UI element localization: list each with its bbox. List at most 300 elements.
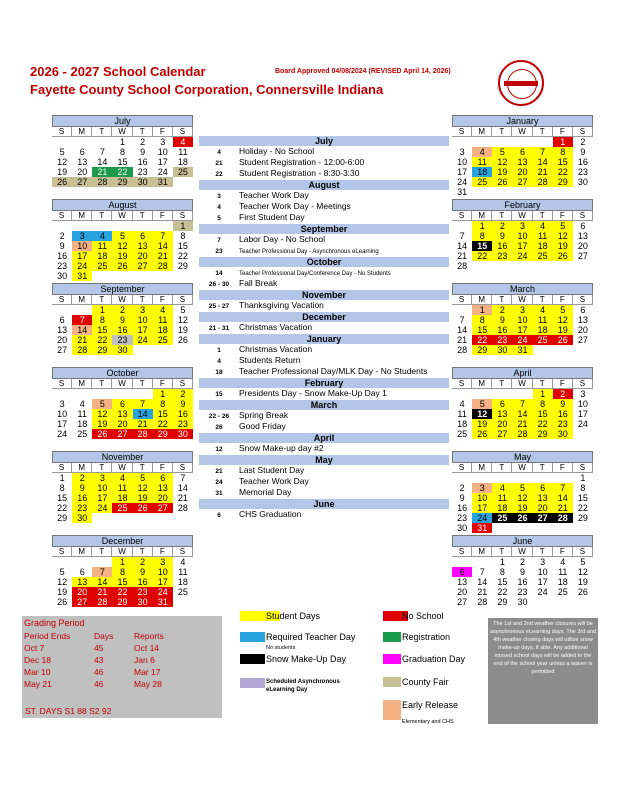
event-section-december: December [199, 312, 449, 322]
weekday-header: T [133, 295, 153, 305]
event-section-august: August [199, 180, 449, 190]
day-cell: 16 [57, 251, 68, 261]
day-cell: 13 [577, 315, 588, 325]
day-cell: 19 [553, 241, 573, 251]
event-item [199, 268, 449, 277]
weekday-header: W [512, 295, 532, 305]
day-cell: 10 [457, 157, 468, 167]
grading-row [24, 643, 220, 653]
day-cell: 3 [59, 399, 65, 409]
weekday-header: S [173, 463, 193, 473]
day-cell: 10 [57, 409, 68, 419]
month-august [52, 199, 193, 281]
day-cell: 22 [577, 503, 588, 513]
day-cell [553, 261, 573, 271]
day-cell: 11 [153, 315, 173, 325]
day-cell: 4 [492, 483, 512, 493]
month-june [452, 535, 593, 607]
day-cell: 14 [457, 325, 468, 335]
day-cell: 23 [112, 335, 132, 345]
day-cell: 12 [177, 315, 188, 325]
day-cell: 6 [112, 399, 132, 409]
day-cell: 21 [477, 587, 488, 597]
day-cell: 26 [112, 261, 132, 271]
day-cell: 11 [558, 567, 568, 577]
day-cell: 14 [92, 577, 112, 587]
week-row [52, 513, 193, 523]
day-cell: 5 [580, 557, 586, 567]
day-cell: 13 [512, 157, 532, 167]
day-cell [452, 557, 472, 567]
week-row [52, 177, 193, 187]
day-cell [492, 137, 512, 147]
student-days-total: ST. DAYS S1 88 S2 92 [22, 705, 222, 718]
day-cell: 7 [512, 399, 532, 409]
day-cell: 24 [133, 335, 153, 345]
day-cell: 14 [533, 157, 553, 167]
day-cell: 9 [459, 493, 465, 503]
day-cell: 3 [160, 137, 166, 147]
day-cell: 12 [553, 231, 573, 241]
day-cell: 2 [112, 305, 132, 315]
day-cell: 24 [537, 587, 548, 597]
day-cell [52, 557, 72, 567]
day-cell: 8 [112, 567, 132, 577]
weekday-header: F [153, 295, 173, 305]
day-cell: 13 [112, 409, 132, 419]
day-cell: 2 [492, 221, 512, 231]
day-cell: 27 [577, 251, 588, 261]
day-cell: 10 [537, 567, 548, 577]
day-cell: 24 [92, 503, 112, 513]
day-cell: 9 [133, 567, 153, 577]
month-may [452, 451, 593, 533]
day-cell: 27 [512, 177, 532, 187]
day-cell: 6 [580, 305, 586, 315]
day-cell: 1 [112, 557, 132, 567]
event-text: Students Return [239, 355, 301, 365]
day-cell: 2 [173, 389, 193, 399]
legend-swatch-registration [383, 632, 401, 642]
day-cell: 9 [59, 241, 65, 251]
event-item [199, 301, 449, 310]
week-row [52, 483, 193, 493]
weekday-header: T [133, 211, 153, 221]
weekday-header: S [52, 547, 72, 557]
day-cell: 21 [72, 335, 92, 345]
day-cell: 18 [457, 419, 468, 429]
day-cell: 18 [533, 241, 553, 251]
day-cell: 17 [153, 577, 173, 587]
week-row [452, 261, 593, 271]
month-title: April [452, 367, 593, 379]
day-cell: 19 [553, 325, 573, 335]
day-cell: 8 [119, 147, 125, 157]
day-cell: 31 [72, 271, 92, 281]
grading-days: 43 [94, 655, 104, 665]
day-cell [573, 261, 593, 271]
weekday-header: T [492, 127, 512, 137]
day-cell [553, 597, 573, 607]
month-title: February [452, 199, 593, 211]
grading-row [24, 655, 220, 665]
day-cell [533, 261, 553, 271]
day-cell: 9 [140, 147, 146, 157]
event-date: 25 - 27 [208, 303, 230, 310]
event-text: Christmas Vacation [239, 344, 313, 354]
day-cell: 21 [133, 419, 153, 429]
day-cell: 12 [577, 567, 588, 577]
weekday-header: S [52, 379, 72, 389]
weekday-header: T [92, 127, 112, 137]
day-cell [573, 597, 593, 607]
weekday-header: S [452, 295, 472, 305]
day-cell: 14 [477, 577, 488, 587]
day-cell: 31 [153, 177, 173, 187]
day-cell: 15 [117, 157, 128, 167]
legend-swatch-snow-makeup [240, 654, 265, 664]
day-cell [92, 221, 112, 231]
day-cell: 18 [472, 167, 492, 177]
weekday-header: S [573, 547, 593, 557]
day-cell: 23 [57, 261, 68, 271]
weekday-header: T [492, 295, 512, 305]
weekday-header: T [533, 379, 553, 389]
weekday-header: S [573, 127, 593, 137]
weekday-header: W [112, 463, 132, 473]
day-cell: 22 [92, 335, 112, 345]
day-cell [52, 137, 72, 147]
weekday-header: T [92, 295, 112, 305]
day-cell [472, 261, 492, 271]
calendar-title: 2026 - 2027 School Calendar [30, 64, 206, 79]
day-cell [553, 473, 573, 483]
legend-swatch-async [240, 678, 265, 688]
day-cell: 16 [517, 577, 528, 587]
day-cell: 27 [577, 335, 588, 345]
day-cell: 25 [173, 167, 193, 177]
day-cell: 26 [57, 597, 68, 607]
day-cell [492, 389, 512, 399]
week-row [452, 597, 593, 607]
day-cell: 18 [533, 325, 553, 335]
legend-county-fair: County Fair [402, 677, 449, 687]
day-cell: 13 [533, 493, 553, 503]
legend-graduation: Graduation Day [402, 654, 466, 664]
event-text: Teacher Work Day [239, 190, 309, 200]
week-row [452, 567, 593, 577]
week-row [452, 345, 593, 355]
day-cell [533, 187, 553, 197]
day-cell: 1 [553, 137, 573, 147]
day-cell: 8 [580, 483, 586, 493]
day-cell: 18 [492, 503, 512, 513]
weekday-header: S [173, 211, 193, 221]
week-row [452, 429, 593, 439]
day-cell: 14 [553, 493, 573, 503]
legend [240, 611, 470, 791]
event-date: 4 [217, 358, 221, 365]
weekday-header: M [72, 211, 92, 221]
month-february [452, 199, 593, 271]
day-cell: 18 [77, 419, 88, 429]
day-cell [512, 389, 532, 399]
day-cell: 24 [57, 429, 68, 439]
day-cell: 19 [512, 503, 532, 513]
day-cell: 19 [577, 577, 588, 587]
day-cell: 13 [492, 409, 512, 419]
day-cell: 21 [457, 335, 468, 345]
legend-student-days: Student Days [266, 611, 321, 621]
day-cell: 28 [477, 597, 488, 607]
day-cell [492, 523, 512, 533]
day-cell: 22 [112, 587, 132, 597]
day-cell: 8 [553, 147, 573, 157]
weekday-header: F [153, 463, 173, 473]
day-cell: 12 [512, 493, 532, 503]
day-cell: 2 [580, 137, 586, 147]
day-cell: 18 [92, 251, 112, 261]
day-cell: 21 [457, 251, 468, 261]
event-text: First Student Day [239, 212, 305, 222]
day-cell: 7 [72, 315, 92, 325]
event-date: 6 [217, 512, 221, 519]
weekday-header: S [52, 127, 72, 137]
day-cell [112, 271, 132, 281]
week-row [52, 597, 193, 607]
week-row [52, 305, 193, 315]
weekday-header: W [512, 547, 532, 557]
week-row [452, 513, 593, 523]
day-cell: 22 [553, 167, 573, 177]
week-row [452, 221, 593, 231]
day-cell: 5 [472, 399, 492, 409]
month-march [452, 283, 593, 355]
day-cell: 21 [153, 251, 173, 261]
day-cell [72, 557, 92, 567]
grading-period-end: Dec 18 [24, 655, 51, 665]
day-cell: 11 [472, 157, 492, 167]
week-row [52, 587, 193, 597]
day-cell: 16 [492, 241, 512, 251]
day-cell: 29 [553, 177, 573, 187]
day-cell [472, 187, 492, 197]
day-cell: 20 [72, 587, 92, 597]
week-row [452, 523, 593, 533]
day-cell [533, 345, 553, 355]
day-cell [452, 137, 472, 147]
legend-elem-chs: Elementary and CHS [402, 719, 454, 725]
day-cell: 2 [519, 557, 525, 567]
day-cell: 13 [57, 325, 68, 335]
day-cell: 3 [512, 221, 532, 231]
day-cell: 1 [59, 473, 65, 483]
week-row [52, 315, 193, 325]
day-cell [112, 389, 132, 399]
day-cell: 28 [133, 429, 153, 439]
day-cell: 28 [177, 503, 188, 513]
month-title: September [52, 283, 193, 295]
day-cell: 7 [459, 231, 465, 241]
weekday-header: M [472, 463, 492, 473]
day-cell: 10 [512, 231, 532, 241]
day-cell [72, 137, 92, 147]
day-cell [492, 261, 512, 271]
day-cell: 7 [459, 315, 465, 325]
day-cell: 14 [177, 483, 188, 493]
day-cell: 27 [492, 429, 512, 439]
day-cell [92, 557, 112, 567]
month-september [52, 283, 193, 355]
day-cell: 20 [457, 587, 468, 597]
day-cell: 14 [97, 157, 108, 167]
week-row [52, 557, 193, 567]
weekday-header: T [92, 379, 112, 389]
day-cell: 13 [133, 241, 153, 251]
weekday-header: F [553, 127, 573, 137]
event-section-february: February [199, 378, 449, 388]
day-cell: 11 [112, 483, 132, 493]
day-cell: 21 [92, 167, 112, 177]
day-cell: 25 [112, 503, 132, 513]
day-cell: 26 [492, 177, 512, 187]
weekday-header: M [72, 463, 92, 473]
day-cell: 9 [580, 147, 586, 157]
weekday-header: S [173, 295, 193, 305]
day-cell: 31 [472, 523, 492, 533]
day-cell: 11 [457, 409, 467, 419]
day-cell: 1 [153, 389, 173, 399]
day-cell [173, 597, 193, 607]
event-date: 22 - 26 [208, 413, 230, 420]
week-row [52, 503, 193, 513]
day-cell: 8 [92, 315, 112, 325]
day-cell [92, 389, 112, 399]
week-row [452, 305, 593, 315]
weekday-header: F [153, 211, 173, 221]
day-cell: 9 [112, 315, 132, 325]
weather-closure-note: The 1st and 2nd weather closures will be asynchronous eLearning days. The 3rd and 4th weather closing days will utilize snow make-up days, if able. Any additional missed school days will be added to the end of the school year unless a waiver is permitted [488, 618, 598, 724]
day-cell: 31 [512, 345, 532, 355]
event-section-april: April [199, 433, 449, 443]
day-cell [573, 187, 593, 197]
day-cell: 9 [72, 483, 92, 493]
month-december [52, 535, 193, 607]
day-cell: 6 [133, 231, 153, 241]
day-cell: 15 [153, 409, 173, 419]
weekday-header: S [52, 463, 72, 473]
day-cell: 13 [72, 577, 92, 587]
day-cell: 23 [72, 503, 92, 513]
week-row [452, 335, 593, 345]
event-date: 24 [215, 479, 223, 486]
weekday-header: T [492, 547, 512, 557]
day-cell: 20 [153, 493, 173, 503]
day-cell: 26 [472, 429, 492, 439]
event-item [199, 356, 449, 365]
day-cell: 15 [472, 241, 492, 251]
day-cell: 27 [457, 597, 468, 607]
week-row [52, 241, 193, 251]
week-row [452, 473, 593, 483]
day-cell: 26 [553, 251, 573, 261]
day-cell: 20 [112, 419, 132, 429]
day-cell: 6 [492, 399, 512, 409]
event-item [199, 191, 449, 200]
day-cell: 22 [112, 167, 132, 177]
day-cell: 17 [457, 167, 468, 177]
day-cell: 17 [157, 157, 168, 167]
day-cell [512, 187, 532, 197]
day-cell: 7 [533, 147, 553, 157]
grading-period-end: Oct 7 [24, 643, 45, 653]
day-cell [133, 513, 153, 523]
day-cell: 28 [72, 345, 92, 355]
day-cell [492, 187, 512, 197]
day-cell: 15 [553, 157, 573, 167]
day-cell: 8 [499, 567, 505, 577]
day-cell [553, 523, 573, 533]
day-cell [72, 305, 92, 315]
day-cell: 17 [577, 409, 588, 419]
grading-header-reports: Reports [134, 631, 164, 641]
day-cell: 16 [457, 503, 468, 513]
grading-period-box [22, 616, 222, 714]
day-cell: 17 [72, 251, 92, 261]
day-cell: 15 [497, 577, 508, 587]
day-cell: 17 [57, 419, 68, 429]
week-row [52, 577, 193, 587]
weekday-header: M [472, 211, 492, 221]
day-cell: 16 [72, 493, 92, 503]
day-cell: 6 [153, 473, 173, 483]
day-cell: 15 [577, 493, 588, 503]
event-text: Spring Break [239, 410, 289, 420]
day-cell: 22 [533, 419, 553, 429]
day-cell: 23 [133, 587, 153, 597]
event-item [199, 235, 449, 244]
weekday-header: S [452, 463, 472, 473]
week-row [52, 389, 193, 399]
event-date: 1 [217, 347, 221, 354]
day-cell: 7 [153, 231, 173, 241]
week-row [52, 399, 193, 409]
month-title: June [452, 535, 593, 547]
event-item [199, 367, 449, 376]
weekday-header: T [92, 463, 112, 473]
event-date: 4 [217, 149, 221, 156]
week-row [452, 557, 593, 567]
day-cell: 15 [112, 577, 132, 587]
day-cell: 27 [112, 429, 132, 439]
day-cell: 5 [92, 399, 112, 409]
weekday-header: W [512, 379, 532, 389]
day-cell [133, 221, 153, 231]
day-cell [133, 345, 153, 355]
day-cell: 30 [72, 513, 92, 523]
grading-report-date: Jan 6 [134, 655, 155, 665]
day-cell [153, 513, 173, 523]
day-cell: 7 [92, 567, 112, 577]
day-cell: 26 [553, 335, 573, 345]
event-section-july: July [199, 136, 449, 146]
weekday-header: F [153, 379, 173, 389]
day-cell: 15 [177, 241, 188, 251]
day-cell: 28 [553, 513, 573, 523]
day-cell: 21 [512, 419, 532, 429]
day-cell: 29 [112, 597, 132, 607]
day-cell: 9 [553, 399, 573, 409]
